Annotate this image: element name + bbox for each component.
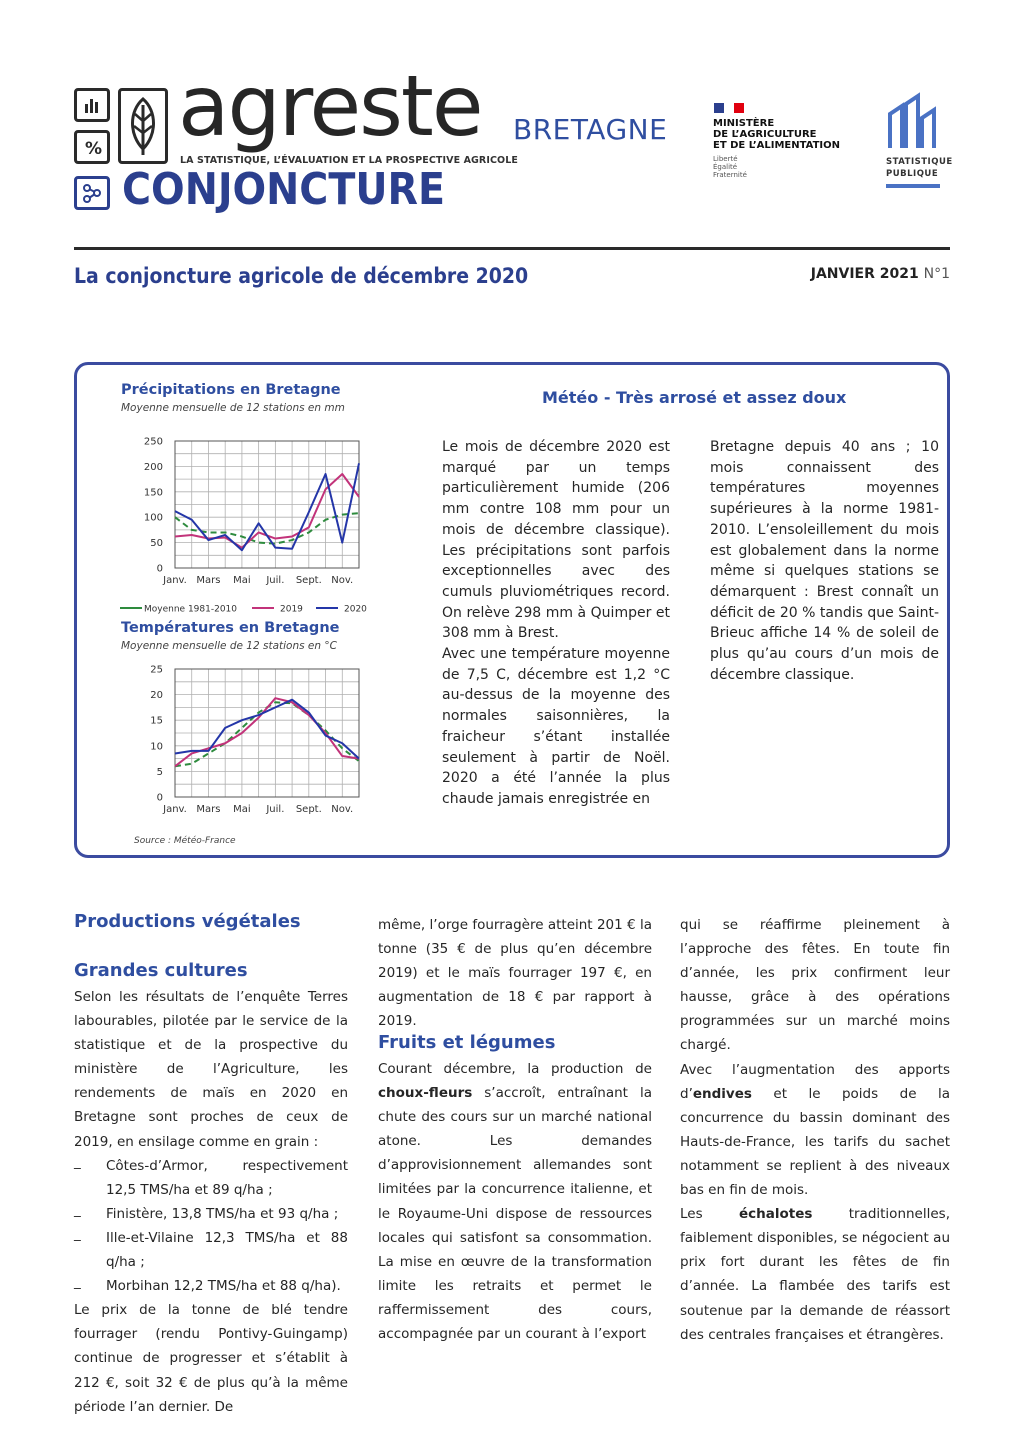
legend-label: 2019: [280, 604, 303, 615]
x-tick-label: Janv.: [163, 804, 187, 815]
x-tick-label: Mai: [233, 804, 251, 815]
bullet-ille-et-vilaine: _ Ille-et-Vilaine 12,3 TMS/ha et 88 q/ha ;: [74, 1226, 348, 1274]
bullet-finistere: _ Finistère, 13,8 TMS/ha et 93 q/ha ;: [74, 1202, 348, 1226]
chart1-subtitle: Moyenne mensuelle de 12 stations en mm: [121, 402, 345, 414]
y-tick-label: 25: [150, 664, 163, 676]
y-tick-label: 150: [143, 487, 163, 499]
region-title: BRETAGNE: [513, 113, 668, 146]
temperature-chart: [120, 660, 380, 825]
issue-number: N°1: [923, 266, 950, 282]
statistique-publique-logo: [886, 92, 942, 152]
section-title: Productions végétales: [74, 911, 301, 932]
republic-motto: Liberté Égalité Fraternité: [713, 155, 747, 179]
x-tick-label: Nov.: [331, 575, 354, 586]
chart2-subtitle: Moyenne mensuelle de 12 stations en °C: [121, 640, 337, 652]
statistique-publique-underline: [886, 184, 940, 188]
article-column-3: qui se réaffirme pleinement à l’approche des fêtes. En toute fin d’année, les prix confirment leur hausse, grâce à des opérations programmées sur un marché moins chargé. Avec l’augmentation des apports d’endives et le poids de la concurrence du bassin dominant des Hauts-de-France, les tarifs du sachet notamment se replient à des niveaux bas en fin de mois. Les échalotes traditionnelles, faiblement disponibles, se négocient au prix fort durant les fêtes de fin d’année. La flambée des tarifs est soutenue par la demande de réassort des centrales françaises et étrangères.: [680, 917, 950, 1343]
y-tick-label: 100: [143, 512, 163, 524]
y-tick-label: 200: [143, 461, 163, 473]
french-flag-icon: [714, 103, 744, 113]
network-icon: [74, 176, 110, 210]
grandes-cultures-title: Grandes cultures: [74, 960, 248, 981]
x-tick-label: Janv.: [163, 575, 187, 586]
brand-wordmark: agreste: [178, 57, 482, 155]
x-tick-label: Mars: [196, 804, 221, 815]
ministry-name: MINISTÈRE DE L’AGRICULTURE ET DE L’ALIMENTATION: [713, 118, 841, 151]
chart1-title: Précipitations en Bretagne: [121, 382, 341, 398]
y-tick-label: 10: [150, 741, 163, 753]
x-tick-label: Mai: [233, 575, 251, 586]
statistique-publique-label: STATISTIQUE PUBLIQUE: [886, 157, 953, 179]
emphasis-endives: endives: [692, 1085, 752, 1102]
meteo-column-2: Bretagne depuis 40 ans ; 10 mois connaissent des températures moyennes supérieures à la norme 1981-2010. L’ensoleillement du mois est globalement dans la norme même si quelques stations se démarquent : Brest connaît un déficit de 20 % tandis que Saint-Brieuc affiche 14 % de soleil de plus qu’au cours d’un mois de décembre classique.: [710, 439, 939, 683]
x-tick-label: Nov.: [331, 804, 354, 815]
x-tick-label: Sept.: [295, 575, 322, 586]
svg-text:%: %: [85, 139, 103, 159]
y-tick-label: 5: [156, 766, 163, 778]
issue-date: JANVIER 2021: [810, 266, 919, 282]
fruits-legumes-title: Fruits et légumes: [378, 1032, 556, 1053]
y-tick-label: 0: [156, 792, 163, 804]
chart2-title: Températures en Bretagne: [121, 620, 340, 636]
y-tick-label: 15: [150, 715, 163, 727]
percent-icon: [74, 130, 110, 164]
series-title: CONJONCTURE: [122, 164, 446, 215]
emphasis-echalotes: échalotes: [738, 1206, 813, 1223]
y-tick-label: 50: [150, 538, 163, 550]
issue-label: [811, 266, 950, 282]
x-tick-label: Sept.: [295, 804, 322, 815]
page-title: La conjoncture agricole de décembre 2020: [74, 264, 529, 288]
y-tick-label: 0: [156, 563, 163, 575]
y-tick-label: 20: [150, 690, 163, 702]
article-column-1: Selon les résultats de l’enquête Terres labourables, pilotée par le service de la statistique et de la prospective du ministère de l’Agriculture, les rendements de maïs en 2020 en Bretagne sont proches de ceux de 2019, en ensilage comme en grain : _ Côtes-d’Armor, respectivement 12,5 TMS/ha et 89 q/ha ; _ Finistère, 13,8 TMS/ha et 93 q/ha ; _ Ille-et-Vilaine 12,3 TMS/ha et 88 q/ha ; _ Morbihan 12,2 TMS/ha et 88 q/ha). Le prix de la tonne de blé tendre fourrager (rendu Pontivy-Guingamp) continue de progresser et s’établit à 212 €, soit 32 € de plus qu’à la même période l’an dernier. De: [74, 985, 348, 1419]
article-column-2a: même, l’orge fourragère atteint 201 € la tonne (35 € de plus qu’en décembre 2019) et le maïs fourrager 197 €, en augmentation de 18 € par rapport à 2019.: [378, 917, 652, 1030]
precipitation-chart: [120, 430, 380, 620]
meteo-title: Météo - Très arrosé et assez doux: [542, 388, 847, 407]
header-rule: [74, 247, 950, 250]
bullet-morbihan: _ Morbihan 12,2 TMS/ha et 88 q/ha).: [74, 1274, 348, 1298]
tagline: LA STATISTIQUE, L’ÉVALUATION ET LA PROSPECTIVE AGRICOLE: [180, 155, 518, 166]
x-tick-label: Juil.: [266, 575, 285, 586]
x-tick-label: Mars: [196, 575, 221, 586]
leaf-icon: [118, 88, 168, 164]
legend-label: 2020: [344, 604, 367, 615]
meteo-column-1: Le mois de décembre 2020 est marqué par un temps particulièrement humide (206 mm contre 108 mm pour un mois de décembre classique). Les précipitations sont parfois exceptionnelles avec des cumuls pluviométriques record. On relève 298 mm à Quimper et 308 mm à Brest. Avec une température moyenne de 7,5 C, décembre est 1,2 °C au-dessus de la moyenne des normales saisonnières, la fraicheur s’étant installée seulement à partir de Noël. 2020 a été l’année la plus chaude jamais enregistrée en: [442, 439, 670, 807]
bullet-cotes-armor: _ Côtes-d’Armor, respectivement 12,5 TMS/ha et 89 q/ha ;: [74, 1154, 348, 1202]
emphasis-choux-fleurs: choux-fleurs: [378, 1085, 473, 1102]
y-tick-label: 250: [143, 436, 163, 448]
chart-source: Source : Météo-France: [134, 836, 236, 846]
article-column-2b: Courant décembre, la production de choux-fleurs s’accroît, entraînant la chute des cours sur un marché national atone. Les demandes d’approvisionnement allemandes sont limitées par la concurrence italienne, et le Royaume-Uni dispose de ressources locales qui satisfont sa consommation. La mise en œuvre de la transformation limite les retraits et permet le raffermissement des cours, accompagnée par un courant à l’export: [378, 1061, 652, 1343]
x-tick-label: Juil.: [266, 804, 285, 815]
chart-icon: [74, 88, 110, 122]
series-line: [175, 513, 359, 543]
legend-label: Moyenne 1981-2010: [144, 604, 237, 615]
